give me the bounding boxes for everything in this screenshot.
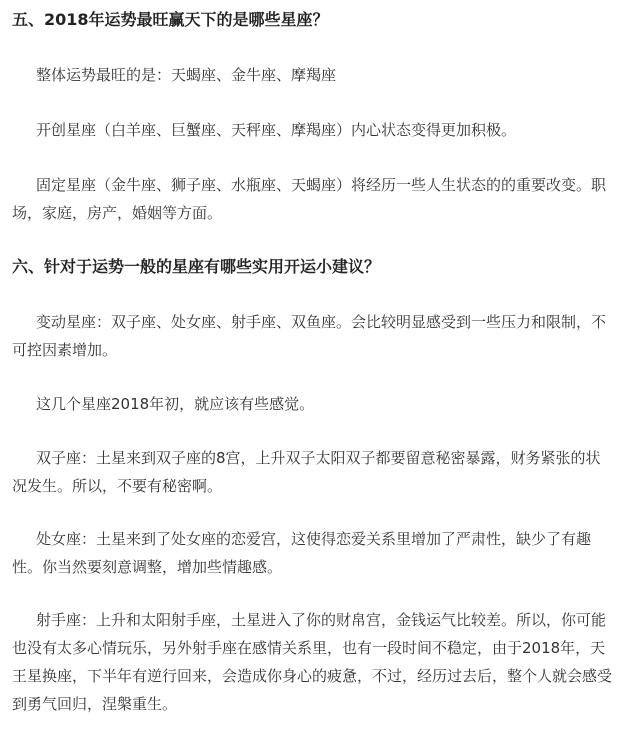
paragraph-line: 射手座：上升和太阳射手座，土星进入了你的财帛宫，金钱运气比较差。所以，你可能 — [36, 611, 607, 629]
section-6-paragraph-3 — [12, 444, 634, 500]
paragraph-line: 整体运势最旺的是：天蝎座、金牛座、摩羯座 — [36, 66, 337, 84]
paragraph-line: 可控因素增加。 — [12, 341, 118, 359]
section-6-paragraph-1 — [12, 308, 634, 364]
paragraph-line: 场，家庭，房产，婚姻等方面。 — [12, 204, 223, 222]
section-6-heading: 六、针对于运势一般的星座有哪些实用开运小建议？ — [12, 257, 381, 276]
section-5-heading: 五、2018年运势最旺赢天下的是哪些星座？ — [12, 10, 329, 29]
paragraph-line: 性。你当然要刻意调整，增加些情趣感。 — [12, 558, 283, 576]
paragraph-line: 况发生。所以，不要有秘密啊。 — [12, 477, 223, 495]
section-5-paragraph-1 — [12, 61, 634, 89]
paragraph-line: 双子座：土星来到双子座的8宫，上升双子太阳双子都要留意秘密暴露，财务紧张的状 — [36, 449, 601, 467]
section-5-paragraph-3 — [12, 171, 634, 227]
paragraph-line: 固定星座（金牛座、狮子座、水瓶座、天蝎座）将经历一些人生状态的的重要改变。职 — [36, 176, 607, 194]
section-6-paragraph-5 — [12, 606, 634, 718]
paragraph-line: 这几个星座2018年初，就应该有些感觉。 — [36, 395, 315, 413]
paragraph-line: 处女座：土星来到了处女座的恋爱宫，这使得恋爱关系里增加了严肃性，缺少了有趣 — [36, 530, 592, 548]
section-6-paragraph-2 — [12, 390, 634, 418]
paragraph-line: 也没有太多心情玩乐，另外射手座在感情关系里，也有一段时间不稳定，由于2018年，天 — [12, 639, 606, 657]
section-5-paragraph-2 — [12, 116, 634, 144]
paragraph-line: 到勇气回归，涅槃重生。 — [12, 695, 178, 713]
paragraph-line: 开创星座（白羊座、巨蟹座、天秤座、摩羯座）内心状态变得更加积极。 — [36, 121, 517, 139]
paragraph-line: 变动星座：双子座、处女座、射手座、双鱼座。会比较明显感受到一些压力和限制，不 — [36, 313, 607, 331]
paragraph-line: 王星换座，下半年有逆行回来，会造成你身心的疲惫，不过，经历过去后，整个人就会感受 — [12, 667, 613, 685]
section-6-paragraph-4 — [12, 525, 634, 581]
